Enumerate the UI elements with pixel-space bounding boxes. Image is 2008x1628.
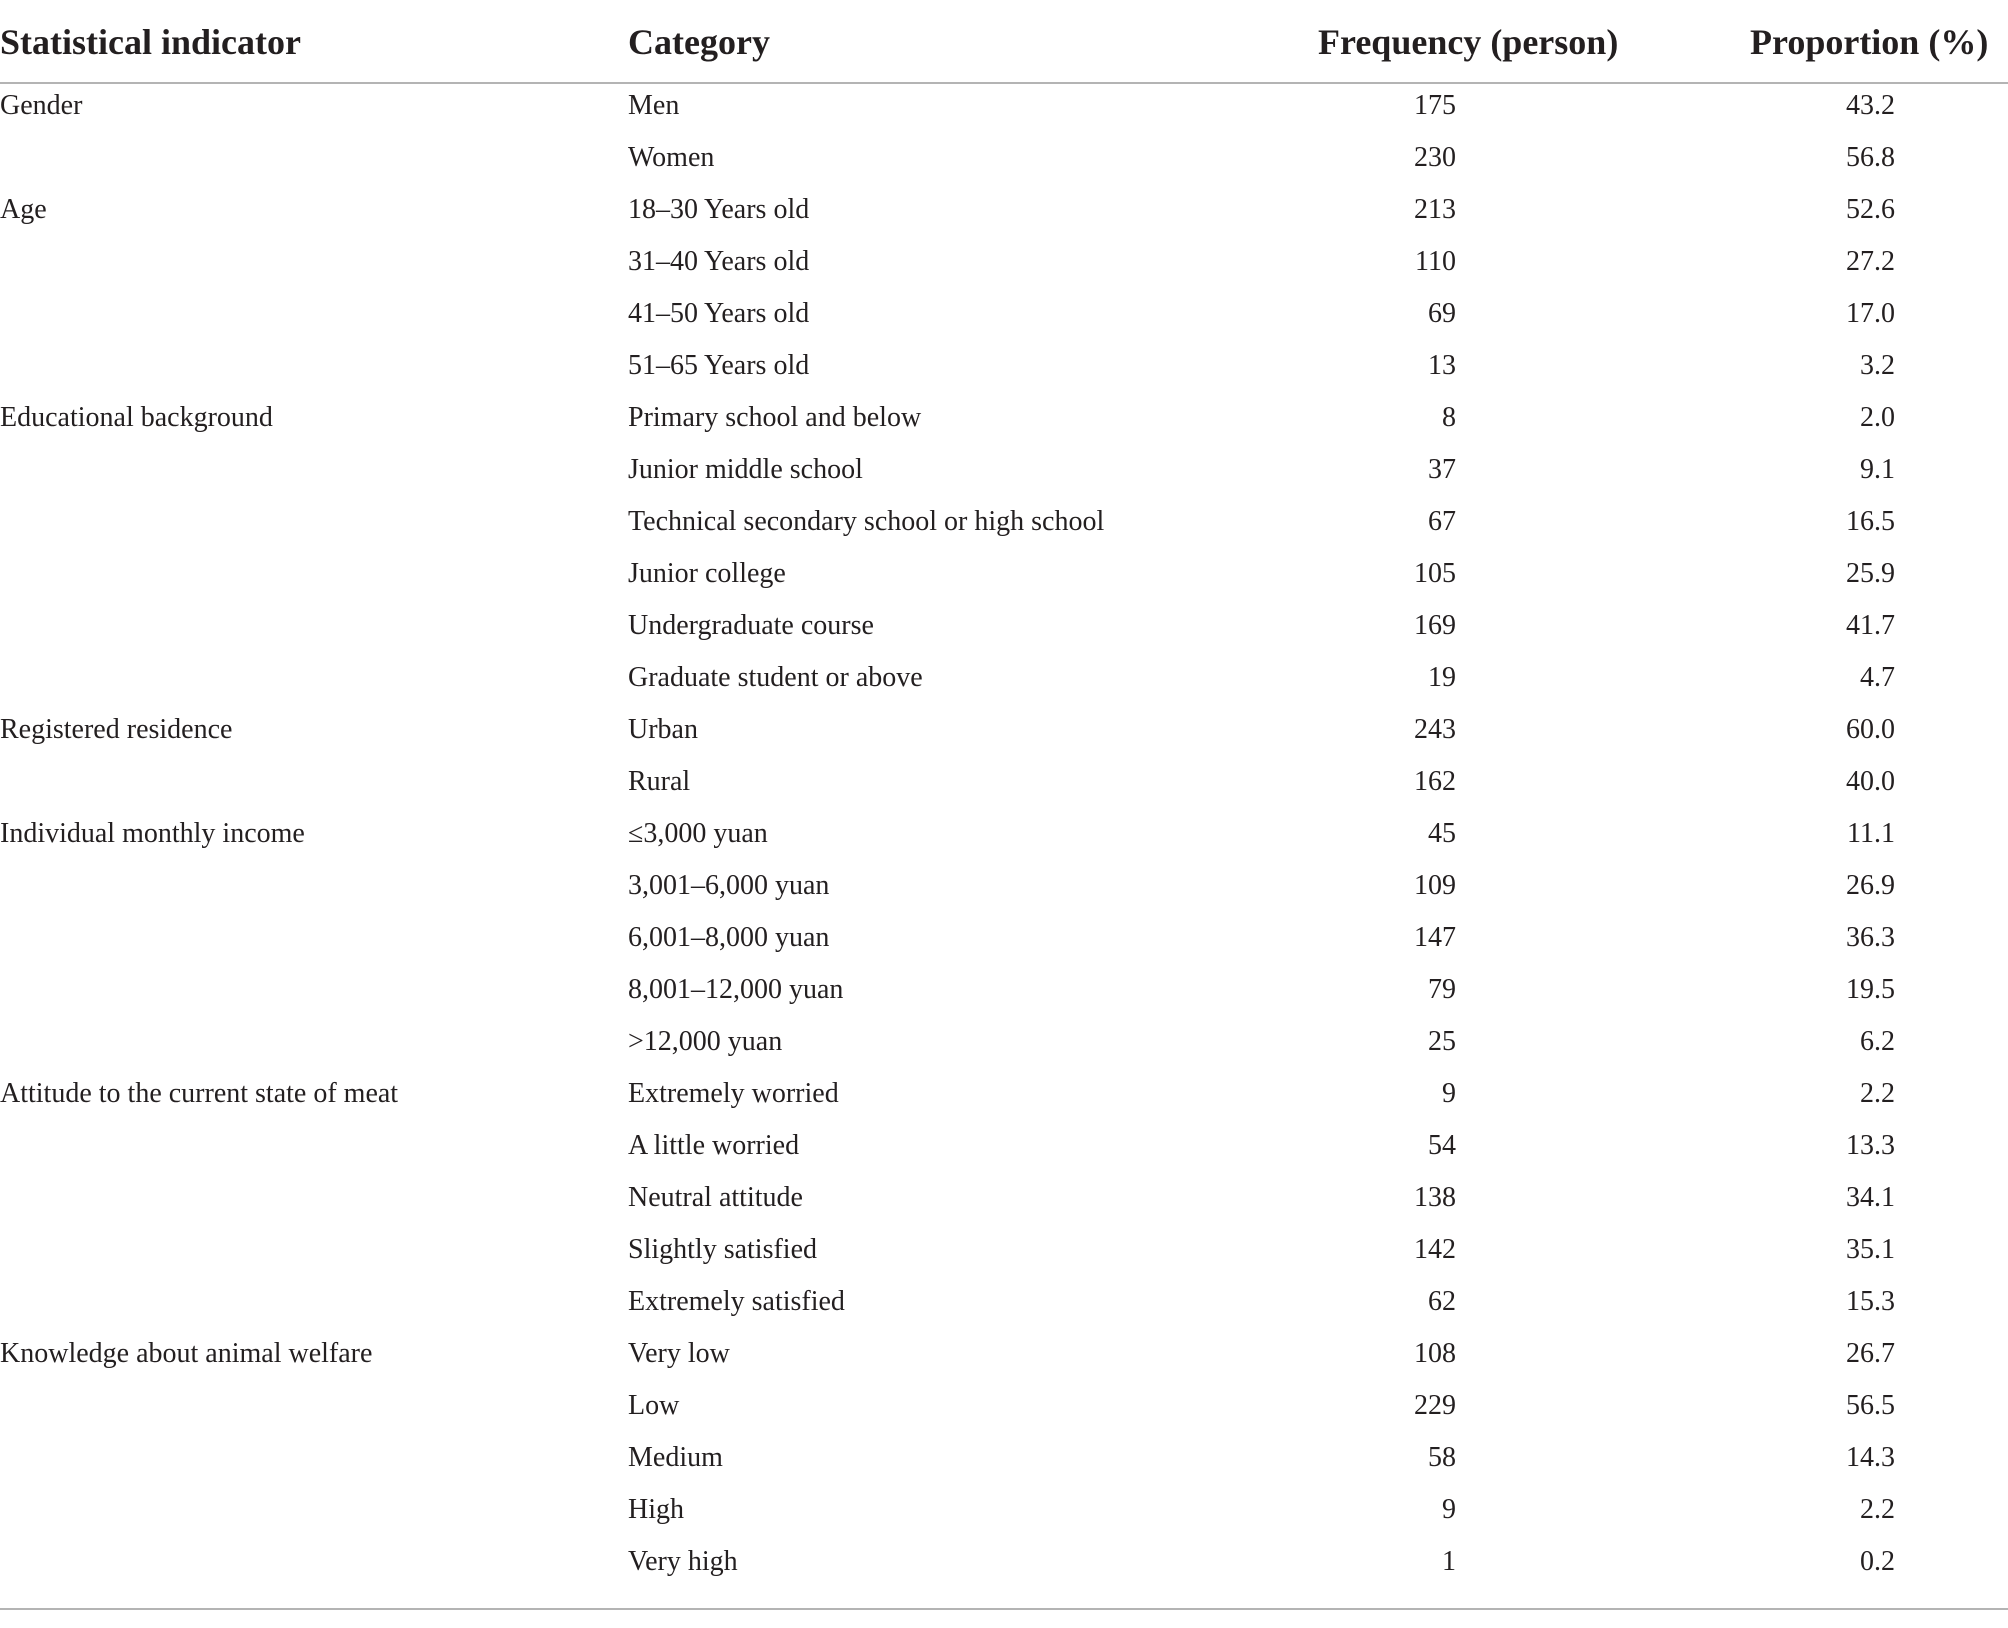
table-row xyxy=(0,500,2008,552)
cell-frequency: 58 xyxy=(1428,1442,1456,1473)
cell-frequency: 175 xyxy=(1414,90,1456,121)
cell-frequency: 169 xyxy=(1414,610,1456,641)
cell-statistical-indicator: Educational background xyxy=(0,402,273,433)
cell-proportion: 6.2 xyxy=(1860,1026,1895,1057)
cell-proportion: 9.1 xyxy=(1860,454,1895,485)
cell-frequency: 25 xyxy=(1428,1026,1456,1057)
cell-frequency: 229 xyxy=(1414,1390,1456,1421)
cell-frequency: 8 xyxy=(1442,402,1456,433)
cell-proportion: 26.9 xyxy=(1846,870,1895,901)
cell-frequency: 62 xyxy=(1428,1286,1456,1317)
cell-proportion: 34.1 xyxy=(1846,1182,1895,1213)
cell-proportion: 40.0 xyxy=(1846,766,1895,797)
cell-proportion: 35.1 xyxy=(1846,1234,1895,1265)
cell-proportion: 2.2 xyxy=(1860,1494,1895,1525)
cell-frequency: 162 xyxy=(1414,766,1456,797)
table-row xyxy=(0,292,2008,344)
cell-category: Urban xyxy=(628,714,698,745)
table-row xyxy=(0,760,2008,812)
cell-category: A little worried xyxy=(628,1130,800,1161)
table-row xyxy=(0,656,2008,708)
cell-category: Slightly satisfied xyxy=(628,1234,817,1265)
cell-proportion: 13.3 xyxy=(1846,1130,1895,1161)
cell-frequency: 109 xyxy=(1414,870,1456,901)
cell-proportion: 17.0 xyxy=(1846,298,1895,329)
cell-category: Technical secondary school or high school xyxy=(628,506,1105,537)
cell-category: High xyxy=(628,1494,684,1525)
cell-category: 51–65 Years old xyxy=(628,350,810,381)
table-row xyxy=(0,396,2008,448)
cell-frequency: 37 xyxy=(1428,454,1456,485)
cell-category: 18–30 Years old xyxy=(628,194,810,225)
cell-frequency: 9 xyxy=(1442,1494,1456,1525)
table-row xyxy=(0,1540,2008,1592)
cell-proportion: 41.7 xyxy=(1846,610,1895,641)
cell-category: Very low xyxy=(628,1338,730,1369)
cell-frequency: 45 xyxy=(1428,818,1456,849)
cell-proportion: 60.0 xyxy=(1846,714,1895,745)
cell-frequency: 54 xyxy=(1428,1130,1456,1161)
cell-proportion: 36.3 xyxy=(1846,922,1895,953)
table-header-row xyxy=(0,0,2008,82)
cell-frequency: 69 xyxy=(1428,298,1456,329)
cell-proportion: 26.7 xyxy=(1846,1338,1895,1369)
cell-category: Low xyxy=(628,1390,680,1421)
cell-proportion: 11.1 xyxy=(1847,818,1895,849)
header-statistical-indicator: Statistical indicator xyxy=(0,22,301,62)
cell-category: Medium xyxy=(628,1442,723,1473)
table-row xyxy=(0,1332,2008,1384)
cell-proportion: 14.3 xyxy=(1846,1442,1895,1473)
table-body xyxy=(0,84,2008,1592)
cell-frequency: 142 xyxy=(1414,1234,1456,1265)
cell-proportion: 43.2 xyxy=(1846,90,1895,121)
cell-frequency: 105 xyxy=(1414,558,1456,589)
cell-category: 6,001–8,000 yuan xyxy=(628,922,830,953)
table-row xyxy=(0,84,2008,136)
table-row xyxy=(0,1020,2008,1072)
cell-category: >12,000 yuan xyxy=(628,1026,783,1057)
cell-frequency: 138 xyxy=(1414,1182,1456,1213)
cell-category: Rural xyxy=(628,766,691,797)
cell-category: Junior middle school xyxy=(628,454,863,485)
cell-statistical-indicator: Knowledge about animal welfare xyxy=(0,1338,373,1369)
cell-frequency: 230 xyxy=(1414,142,1456,173)
cell-proportion: 4.7 xyxy=(1860,662,1895,693)
cell-frequency: 67 xyxy=(1428,506,1456,537)
cell-category: 41–50 Years old xyxy=(628,298,810,329)
cell-frequency: 19 xyxy=(1428,662,1456,693)
cell-frequency: 147 xyxy=(1414,922,1456,953)
cell-frequency: 1 xyxy=(1442,1546,1456,1577)
table-row xyxy=(0,448,2008,500)
table-row xyxy=(0,552,2008,604)
cell-frequency: 79 xyxy=(1428,974,1456,1005)
cell-frequency: 110 xyxy=(1415,246,1456,277)
cell-proportion: 52.6 xyxy=(1846,194,1895,225)
table-row xyxy=(0,1228,2008,1280)
cell-proportion: 16.5 xyxy=(1846,506,1895,537)
table-row xyxy=(0,1436,2008,1488)
cell-proportion: 3.2 xyxy=(1860,350,1895,381)
cell-proportion: 56.8 xyxy=(1846,142,1895,173)
cell-proportion: 27.2 xyxy=(1846,246,1895,277)
table-row xyxy=(0,864,2008,916)
header-proportion: Proportion (%) xyxy=(1750,22,1989,62)
table-row xyxy=(0,1176,2008,1228)
cell-category: 3,001–6,000 yuan xyxy=(628,870,830,901)
table-row xyxy=(0,604,2008,656)
cell-statistical-indicator: Gender xyxy=(0,90,83,121)
table-row xyxy=(0,968,2008,1020)
cell-category: ≤3,000 yuan xyxy=(628,818,768,849)
table-row xyxy=(0,1280,2008,1332)
cell-category: Very high xyxy=(628,1546,738,1577)
header-frequency: Frequency (person) xyxy=(1318,22,1619,62)
table-row xyxy=(0,188,2008,240)
table-row xyxy=(0,916,2008,968)
cell-proportion: 25.9 xyxy=(1846,558,1895,589)
cell-category: Junior college xyxy=(628,558,786,589)
table-row xyxy=(0,344,2008,396)
cell-category: 31–40 Years old xyxy=(628,246,810,277)
cell-frequency: 243 xyxy=(1414,714,1456,745)
table-row xyxy=(0,240,2008,292)
table-row xyxy=(0,1072,2008,1124)
cell-category: Undergraduate course xyxy=(628,610,874,641)
cell-frequency: 9 xyxy=(1442,1078,1456,1109)
cell-frequency: 213 xyxy=(1414,194,1456,225)
table-row xyxy=(0,1384,2008,1436)
cell-frequency: 108 xyxy=(1414,1338,1456,1369)
table-row xyxy=(0,1488,2008,1540)
table-bottom-rule xyxy=(0,1608,2008,1610)
cell-proportion: 56.5 xyxy=(1846,1390,1895,1421)
cell-category: Neutral attitude xyxy=(628,1182,803,1213)
cell-frequency: 13 xyxy=(1428,350,1456,381)
cell-statistical-indicator: Registered residence xyxy=(0,714,233,745)
cell-proportion: 2.2 xyxy=(1860,1078,1895,1109)
cell-proportion: 0.2 xyxy=(1860,1546,1895,1577)
table-row xyxy=(0,1124,2008,1176)
cell-proportion: 15.3 xyxy=(1846,1286,1895,1317)
cell-statistical-indicator: Attitude to the current state of meat xyxy=(0,1078,399,1109)
table-row xyxy=(0,812,2008,864)
cell-category: 8,001–12,000 yuan xyxy=(628,974,844,1005)
header-category: Category xyxy=(628,22,770,62)
cell-category: Graduate student or above xyxy=(628,662,923,693)
cell-category: Women xyxy=(628,142,715,173)
cell-statistical-indicator: Individual monthly income xyxy=(0,818,305,849)
cell-proportion: 19.5 xyxy=(1846,974,1895,1005)
cell-category: Men xyxy=(628,90,680,121)
table-row xyxy=(0,708,2008,760)
cell-proportion: 2.0 xyxy=(1860,402,1895,433)
cell-category: Extremely worried xyxy=(628,1078,839,1109)
cell-category: Primary school and below xyxy=(628,402,922,433)
table-row xyxy=(0,136,2008,188)
cell-statistical-indicator: Age xyxy=(0,194,47,225)
cell-category: Extremely satisfied xyxy=(628,1286,845,1317)
